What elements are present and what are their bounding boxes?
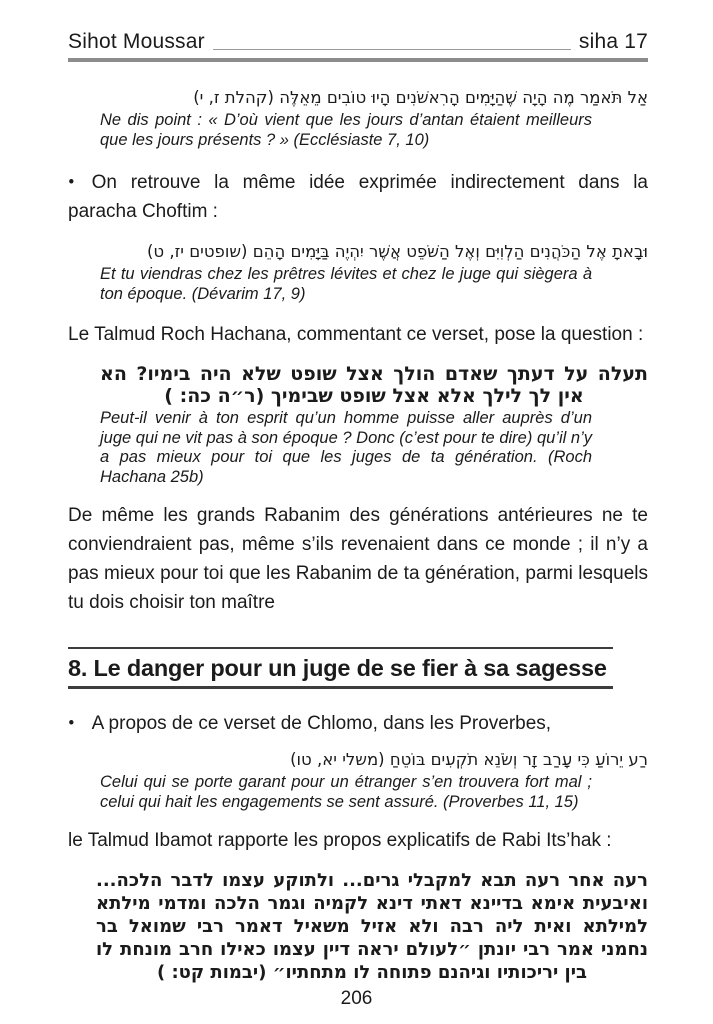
quote-block-ibamot bbox=[96, 869, 648, 984]
siha-label: siha 17 bbox=[578, 30, 648, 53]
quote-block-devarim bbox=[100, 240, 648, 304]
bullet-text-choftim: On retrouve la même idée exprimée indirectement dans la paracha Choftim : bbox=[68, 172, 648, 222]
hebrew-quote-ecclesiaste: אַל תֹּאמַר מֶה הָיָה שֶׁהַיָּמִים הָרִאשֹׁנִים הָיוּ טוֹבִים מֵאֵלֶּה (קהלת ז, י) bbox=[193, 88, 648, 107]
quote-block-ecclesiaste bbox=[100, 86, 648, 150]
page-footer bbox=[0, 988, 713, 1010]
hebrew-quote-devarim: וּבָאתָ אֶל הַכֹּהֲנִים הַלְוִיִּם וְאֶל הַשֹּׁפֵט אֲשֶׁר יִהְיֶה בַּיָּמִים הָהֵם (שופטים יז, ט) bbox=[146, 242, 648, 261]
paragraph-rabanim: De même les grands Rabanim des générations antérieures ne te conviendraient pas, même s’ils revenaient dans ce monde ; il n’y a pas mieux pour toi que les Rabanim de ta génération, parmi lesquels tu dois choisir ton maître bbox=[68, 505, 648, 613]
hebrew-quote-ibamot: רעה אחר רעה תבא למקבלי גרים... ולתוקע עצמו לדבר הלכה... ואיבעית אימא בדיינא דאתי דינא לקמיה וגמר הלכה ומדמי מילתא למילתא ואית ליה רבה ולא אזיל משאיל דאמר רבי שמואל בר נחמני אמר רבי יונתן ״לעולם יראה דיין עצמו כאילו חרב מונחת לו בין יריכותיו וגיהנם פתוחה לו מתחתיו״ (יבמות קט: ) bbox=[96, 870, 648, 983]
bullet-item-choftim bbox=[68, 168, 648, 226]
quote-block-roch-hachana bbox=[100, 363, 648, 487]
header-baseline-rule bbox=[213, 48, 571, 50]
french-quote-ecclesiaste: Ne dis point : « D’où vient que les jours d’antan étaient meilleurs que les jours présents ? » (Ecclésiaste 7, 10) bbox=[100, 111, 592, 149]
page-content bbox=[68, 30, 648, 984]
paragraph-ibamot-intro: le Talmud Ibamot rapporte les propos explicatifs de Rabi Its’hak : bbox=[68, 830, 612, 851]
header-rule bbox=[68, 58, 648, 62]
journal-title: Sihot Moussar bbox=[68, 30, 205, 53]
bullet-icon: • bbox=[68, 173, 75, 192]
french-quote-roch-hachana: Peut-il venir à ton esprit qu’un homme puisse aller auprès d’un juge qui ne vit pas à son époque ? Donc (c’est pour te dire) qu’il n’y a pas mieux pour toi que les juges de ta génération. (Roch Hachana 25b) bbox=[100, 409, 592, 486]
bullet-text-proverbes: A propos de ce verset de Chlomo, dans les Proverbes, bbox=[91, 713, 552, 734]
section-8-heading: 8. Le danger pour un juge de se fier à sa sagesse bbox=[68, 647, 613, 689]
hebrew-quote-roch-hachana: תעלה על דעתך שאדם הולך אצל שופט שלא היה בימיו? הא אין לך לילך אלא אצל שופט שבימיך (ר״ה כה: ) bbox=[100, 363, 648, 407]
french-quote-devarim: Et tu viendras chez les prêtres lévites et chez le juge qui siègera à ton époque. (Dévarim 17, 9) bbox=[100, 265, 592, 303]
quote-block-proverbes bbox=[100, 748, 648, 812]
page-header bbox=[68, 30, 648, 54]
paragraph-roch-hachana-intro: Le Talmud Roch Hachana, commentant ce verset, pose la question : bbox=[68, 324, 644, 345]
bullet-item-proverbes bbox=[68, 709, 648, 738]
french-quote-proverbes: Celui qui se porte garant pour un étranger s’en trouvera fort mal ; celui qui hait les engagements se sent assuré. (Proverbes 11, 15) bbox=[100, 773, 592, 811]
hebrew-quote-proverbes: רַע יֵרוֹעַ כִּי עָרַב זָר וְשֹׂנֵא תֹקְעִים בּוֹטֵחַ (משלי יא, טו) bbox=[290, 750, 648, 769]
bullet-icon: • bbox=[68, 714, 75, 733]
page-number: 206 bbox=[340, 988, 373, 1009]
